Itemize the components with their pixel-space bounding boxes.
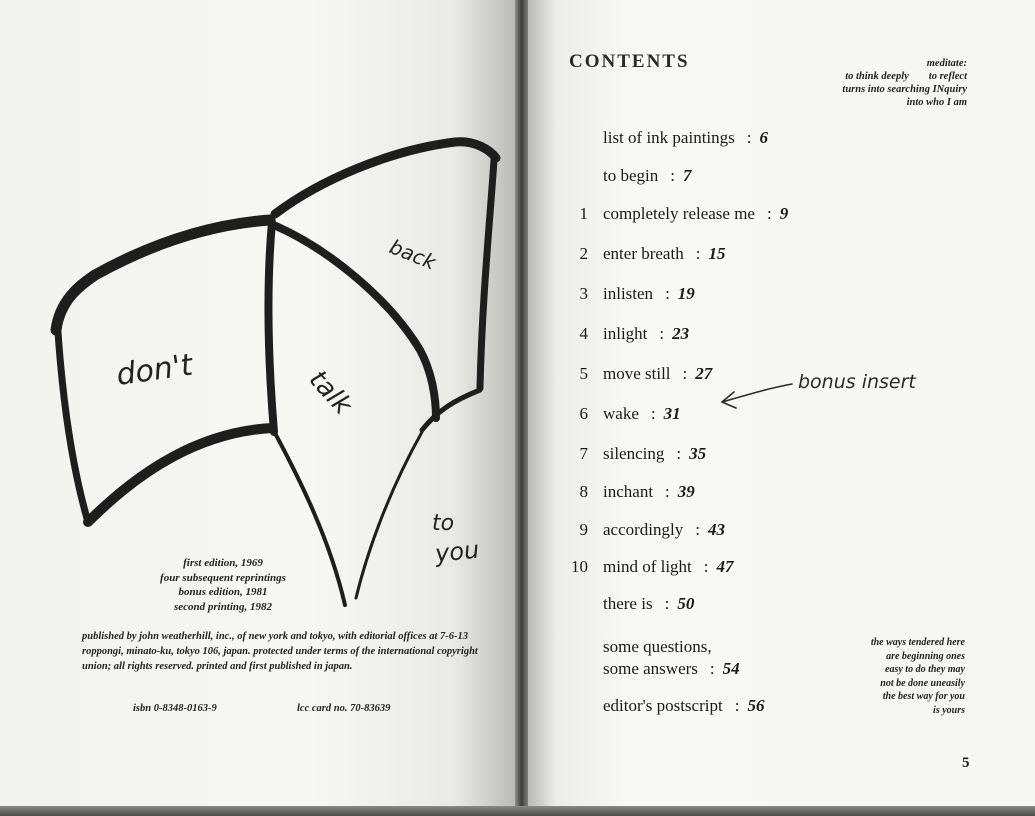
- toc-colon: :: [766, 204, 772, 223]
- ways-line: is yours: [933, 704, 965, 716]
- toc-entry-label: [603, 284, 695, 304]
- toc-page-number: 47: [716, 557, 734, 576]
- toc-page-number: 50: [677, 594, 695, 613]
- brush-stroke-left-top: [56, 220, 270, 330]
- toc-entry-label: [603, 482, 695, 502]
- toc-entry-title: accordingly: [603, 520, 684, 539]
- toc-entry-label: [603, 557, 734, 577]
- toc-entry-title: enter breath: [603, 244, 684, 263]
- toc-entry-editors-postscript[interactable]: [560, 696, 820, 722]
- toc-entry-title-line2: some answers: [603, 659, 698, 678]
- toc-entry-title: wake: [603, 404, 639, 423]
- toc-colon: :: [659, 324, 665, 343]
- ways-line: not be done uneasily: [880, 677, 965, 689]
- toc-colon: :: [664, 594, 670, 613]
- edition-line: bonus edition, 1981: [178, 586, 268, 598]
- painting-word-dont: don't: [114, 347, 195, 393]
- toc-chapter-number: 6: [579, 404, 588, 423]
- toc-page-number: 6: [759, 128, 768, 147]
- toc-entry[interactable]: [560, 204, 820, 230]
- toc-chapter-number: 9: [579, 520, 588, 539]
- toc-page-number: 19: [677, 284, 695, 303]
- toc-entry-label: [603, 404, 681, 424]
- toc-chapter-number: 10: [571, 557, 588, 576]
- handwritten-note: bonus insert: [798, 371, 916, 393]
- toc-entry-title: there is: [603, 594, 653, 613]
- toc-page-number: 27: [695, 364, 713, 383]
- toc-colon: :: [695, 244, 701, 263]
- toc-entry-title: list of ink paintings: [603, 128, 735, 147]
- toc-colon: :: [665, 284, 670, 303]
- edition-info: [118, 556, 328, 614]
- toc-entry[interactable]: [560, 128, 820, 154]
- toc-entry-label: [603, 324, 689, 344]
- toc-colon: :: [665, 482, 670, 501]
- toc-colon: :: [709, 659, 715, 678]
- toc-chapter-number: 7: [579, 444, 588, 463]
- toc-chapter-number: 4: [579, 324, 588, 343]
- toc-entry-title: completely release me: [603, 204, 755, 223]
- toc-page-number: 35: [689, 444, 707, 463]
- painting-word-back: back: [386, 234, 440, 275]
- toc-entry[interactable]: [560, 557, 820, 583]
- page-bottom-edge: [0, 806, 1035, 816]
- toc-entry-title: mind of light: [603, 557, 692, 576]
- toc-page-number: 9: [779, 204, 789, 223]
- edition-line: first edition, 1969: [183, 557, 263, 569]
- toc-colon: :: [703, 557, 709, 576]
- toc-entry-title-line1: some questions,: [603, 637, 712, 656]
- painting-word-talk: talk: [302, 364, 358, 421]
- toc-colon: :: [676, 444, 682, 463]
- edition-line: second printing, 1982: [173, 600, 273, 613]
- toc-page-number: 7: [682, 166, 692, 185]
- toc-entry-title: inlight: [603, 324, 648, 343]
- brush-stroke-left-edge: [58, 332, 88, 522]
- toc-entry[interactable]: [560, 364, 820, 390]
- toc-entry-label: [603, 166, 691, 186]
- meditate-line: to reflect: [928, 71, 967, 82]
- toc-entry-label: [603, 204, 788, 224]
- brush-stroke-left-bottom: [88, 428, 272, 522]
- toc-page-number: 39: [677, 482, 695, 501]
- toc-entry-title: to begin: [603, 166, 659, 185]
- toc-entry-title: inlisten: [603, 284, 654, 303]
- toc-entry[interactable]: [560, 444, 820, 470]
- toc-entry[interactable]: [560, 520, 820, 546]
- toc-page-number: 56: [747, 696, 765, 715]
- toc-colon: :: [670, 166, 675, 185]
- toc-entry-label: [603, 520, 725, 540]
- ways-line: the ways tendered here: [870, 637, 965, 648]
- toc-entry-title: editor's postscript: [603, 696, 723, 715]
- toc-entry[interactable]: [560, 404, 820, 430]
- brush-stroke-center: [268, 222, 274, 432]
- meditate-line: into who I am: [906, 97, 967, 108]
- toc-chapter-number: 8: [579, 482, 588, 501]
- toc-entry[interactable]: [560, 482, 820, 508]
- toc-entry-label: [603, 128, 768, 148]
- toc-entry-label: [603, 444, 706, 464]
- toc-entry[interactable]: [560, 324, 820, 350]
- toc-colon: :: [734, 696, 740, 715]
- brush-stroke-right-edge: [480, 160, 494, 388]
- ways-line: are beginning ones: [886, 650, 965, 662]
- meditate-line: turns into searching INquiry: [842, 84, 967, 95]
- toc-colon: :: [746, 128, 752, 147]
- page-number: 5: [962, 755, 970, 771]
- ways-note: [820, 636, 965, 717]
- ink-painting: [0, 0, 517, 620]
- toc-entry-label: [603, 364, 712, 384]
- toc-entry-title: inchant: [603, 482, 654, 501]
- publisher-notice: published by john weatherhill, inc., of new york and tokyo, with editorial offices at 7-6-13 roppongi, minato-ku, tokyo 106, japan. protected under terms of the international copyright union; all rights reserved. printed and first published in japan.: [82, 631, 478, 672]
- page-title: CONTENTS: [569, 51, 690, 72]
- toc-chapter-number: 1: [579, 204, 588, 223]
- toc-entry-some-questions[interactable]: [603, 636, 740, 680]
- toc-colon: :: [682, 364, 688, 383]
- toc-entry-title: move still: [603, 364, 671, 383]
- toc-entry[interactable]: [560, 594, 820, 620]
- painting-word-you: you: [433, 535, 481, 568]
- meditate-line: meditate:: [926, 58, 967, 69]
- toc-page-number: 43: [707, 520, 725, 539]
- toc-page-number: 31: [663, 404, 681, 423]
- isbn-number: isbn 0-8348-0163-9: [133, 703, 217, 714]
- toc-chapter-number: 2: [579, 244, 588, 263]
- ways-line: the best way for you: [882, 691, 965, 702]
- meditate-definition: [780, 57, 967, 109]
- toc-page-number: 23: [672, 324, 690, 343]
- toc-page-number: 54: [722, 659, 740, 678]
- brush-stroke-right-top: [275, 142, 496, 214]
- toc-entry-label: [603, 594, 694, 614]
- toc-colon: :: [695, 520, 700, 539]
- toc-entry[interactable]: [560, 244, 820, 270]
- edition-line: four subsequent reprintings: [160, 571, 286, 584]
- toc-page-number: 15: [708, 244, 726, 263]
- toc-entry-title: silencing: [603, 444, 665, 463]
- painting-word-to: to: [432, 511, 455, 536]
- toc-chapter-number: 5: [579, 364, 588, 383]
- meditate-line: to think deeply: [845, 71, 909, 82]
- toc-entry[interactable]: [560, 284, 820, 310]
- lcc-card-number: lcc card no. 70-83639: [297, 703, 391, 714]
- toc-colon: :: [650, 404, 656, 423]
- toc-entry[interactable]: [560, 166, 820, 192]
- toc-entry-label: [603, 244, 725, 264]
- brush-stroke-drop-right: [356, 432, 422, 598]
- ways-line: easy to do they may: [885, 664, 965, 675]
- toc-chapter-number: 3: [579, 284, 588, 303]
